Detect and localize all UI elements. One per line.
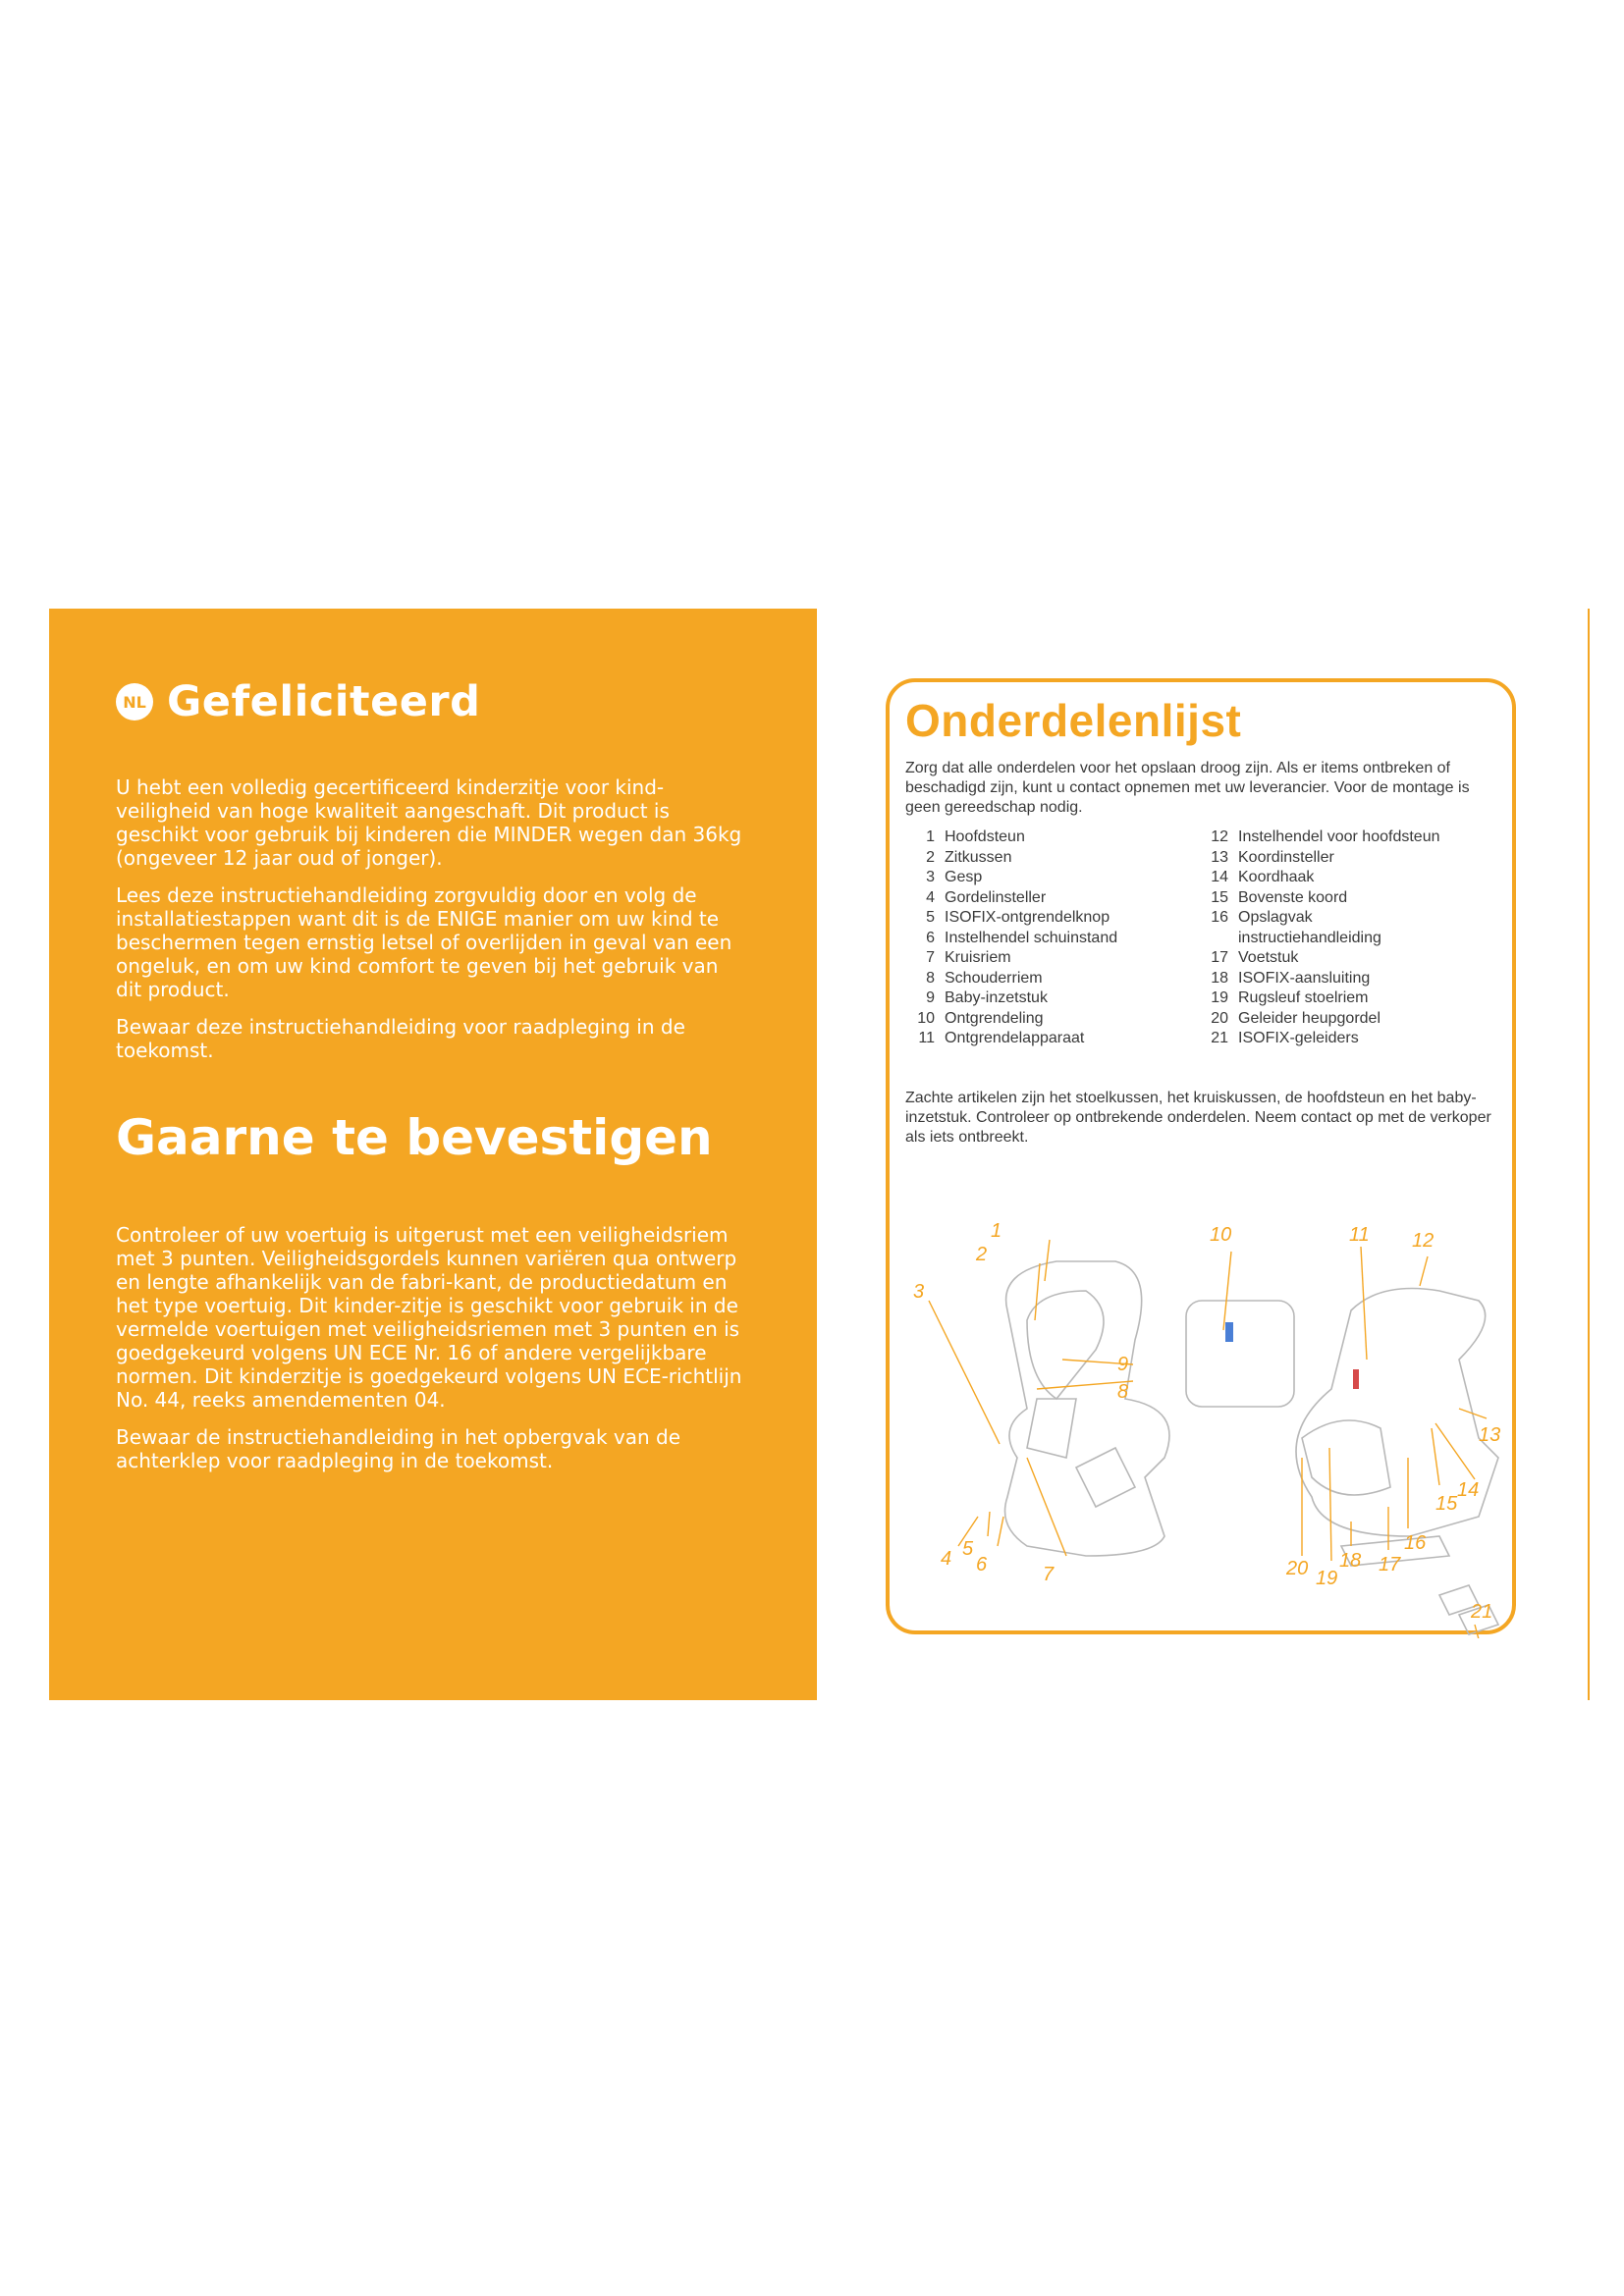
callout-2: 2 [976,1244,988,1265]
intro-paragraph: U hebt een volledig gecertificeerd kinderzitje voor kind-veiligheid van hoge kwaliteit aangeschaft. Dit product is geschikt voor gebruik bij kinderen die MINDER wegen dan 36kg (ongeveer 12 jaar oud of jonger). [116,775,742,870]
leader-6 [998,1517,1003,1546]
parts-list-box [886,678,1516,1634]
part-label: Hoofdsteun [945,828,1025,845]
part-label: Baby-inzetstuk [945,989,1048,1006]
part-number: 6 [926,929,935,946]
release-indicator-blue [1225,1322,1233,1342]
part-label: Opslagvak [1238,909,1313,926]
callout-18: 18 [1339,1550,1362,1572]
keep-manual-paragraph: Bewaar deze instructiehandleiding voor raadpleging in de toekomst. [116,1015,685,1062]
leader-7 [1027,1458,1066,1556]
callout-11: 11 [1349,1224,1370,1246]
part-number: 21 [1211,1030,1228,1046]
leader-1 [1045,1240,1050,1281]
callout-8: 8 [1117,1381,1129,1403]
part-label: ISOFIX-geleiders [1238,1030,1359,1046]
part-label: Koordhaak [1238,869,1315,885]
callout-21: 21 [1471,1601,1493,1623]
leader-11 [1361,1247,1367,1360]
storage-paragraph: Bewaar de instructiehandleiding in het opbergvak van de achterklep voor raadpleging in de toekomst. [116,1425,681,1472]
leader-2 [1035,1263,1040,1320]
callout-16: 16 [1404,1532,1427,1554]
soft-items-note: Zachte artikelen zijn het stoelkussen, het kruiskussen, de hoofdsteun en het baby-inzetstuk. Controleer op ontbrekende onderdelen. Neem contact op met de verkoper als iets ontbreekt. [905,1089,1491,1146]
parts-title: Onderdelenlijst [905,695,1242,746]
leader-10 [1223,1252,1231,1330]
part-label: ISOFIX-ontgrendelknop [945,909,1110,926]
part-label: Gesp [945,869,983,885]
part-number: 15 [1211,888,1228,906]
language-badge: NL [116,683,153,721]
part-label: Geleider heupgordel [1238,1009,1380,1027]
callout-5: 5 [962,1538,974,1560]
inset-box [1186,1301,1294,1407]
callout-12: 12 [1412,1230,1435,1252]
part-number: 16 [1211,909,1228,926]
part-number: 11 [918,1030,935,1046]
title-row [116,677,758,726]
part-number: 5 [926,909,935,926]
leader-12 [1420,1256,1428,1286]
leader-3 [929,1301,1000,1444]
part-number: 8 [926,969,935,987]
part-number: 7 [926,949,935,966]
leader-14 [1435,1423,1475,1479]
part-label: Instelhendel schuinstand [945,929,1118,946]
part-number: 14 [1211,869,1228,885]
callout-7: 7 [1043,1564,1055,1585]
part-label: Instelhendel voor hoofdsteun [1238,828,1440,845]
leader-15 [1432,1428,1439,1485]
vehicle-check-paragraph: Controleer of uw voertuig is uitgerust met een veiligheidsriem met 3 punten. Veiligheidsgordels kunnen variëren qua ontwerp en lengte afhankelijk van de fabri-kant, de productiedatum en het type voertuig. Dit kinder-zitje is geschikt voor gebruik in de vermelde voertuigen met veiligheidsriemen met 3 punten en is goedgekeurd volgens UN ECE Nr. 16 of andere vergelijkbare normen. Dit kinderzitje is goedgekeurd volgens UN ECE-richtlijn No. 44, reeks amendementen 04. [116,1223,742,1412]
part-number: 17 [1211,949,1228,966]
callout-6: 6 [976,1554,988,1575]
callout-15: 15 [1435,1493,1458,1515]
callout-20: 20 [1286,1558,1309,1579]
part-label: Zitkussen [945,848,1012,866]
part-number: 1 [926,828,935,845]
part-number: 19 [1211,989,1228,1006]
part-number: 13 [1211,848,1228,866]
callout-17: 17 [1379,1554,1401,1575]
part-label: Gordelinsteller [945,888,1047,906]
part-number: 20 [1211,1009,1228,1027]
part-label: Ontgrendeling [945,1009,1044,1027]
part-label: Bovenste koord [1238,888,1348,906]
seat-a-outline [1005,1261,1170,1556]
callout-10: 10 [1210,1224,1232,1246]
page-edge-rule [1588,609,1590,1700]
callout-9: 9 [1117,1354,1129,1375]
part-label: Schouderriem [945,969,1043,987]
part-number: 9 [926,989,935,1006]
part-number: 4 [926,888,935,906]
parts-intro: Zorg dat alle onderdelen voor het opslaan droog zijn. Als er items ontbreken of beschadigd zijn, kunt u contact opnemen met uw leverancier. Voor de montage is geen gereedschap nodig. [905,760,1470,816]
leader-19 [1329,1448,1331,1561]
part-number: 18 [1211,969,1228,987]
seat-a-harness [1027,1399,1076,1458]
seat-a-side [1076,1448,1135,1507]
part-number: 12 [1211,828,1228,845]
callout-3: 3 [913,1281,925,1303]
intro-panel [49,609,817,1700]
callout-4: 4 [941,1548,952,1570]
part-label: Ontgrendelapparaat [945,1030,1085,1046]
car-seat-diagram [890,682,1520,1638]
callout-13: 13 [1479,1424,1501,1446]
seat-a-headrest [1027,1291,1104,1399]
part-number: 3 [926,869,935,885]
confirm-title: Gaarne te bevestigen [116,1109,713,1166]
part-label: Kruisriem [945,949,1011,966]
congrats-title: Gefeliciteerd [167,677,481,726]
part-label: Voetstuk [1238,949,1299,966]
part-number: 10 [917,1009,935,1027]
release-indicator-red [1353,1369,1359,1389]
instructions-paragraph: Lees deze instructiehandleiding zorgvuldig door en volg de installatiestappen want dit is de ENIGE manier om uw kind te beschermen tegen ernstig letsel of overlijden in geval van een ongeluk, en om uw kind comfort te geven bij het gebruik van dit product. [116,883,732,1001]
leader-5 [988,1512,990,1536]
part-label: instructiehandleiding [1238,929,1381,946]
intro-text [116,775,758,1062]
part-label: Rugsleuf stoelriem [1238,989,1369,1006]
part-label: ISOFIX-aansluiting [1238,969,1371,987]
callout-19: 19 [1316,1568,1338,1589]
callout-1: 1 [991,1220,1002,1242]
part-number: 2 [926,848,935,866]
part-label: Koordinsteller [1238,848,1334,866]
seat-b-shell [1302,1420,1390,1495]
callout-14: 14 [1457,1479,1480,1501]
